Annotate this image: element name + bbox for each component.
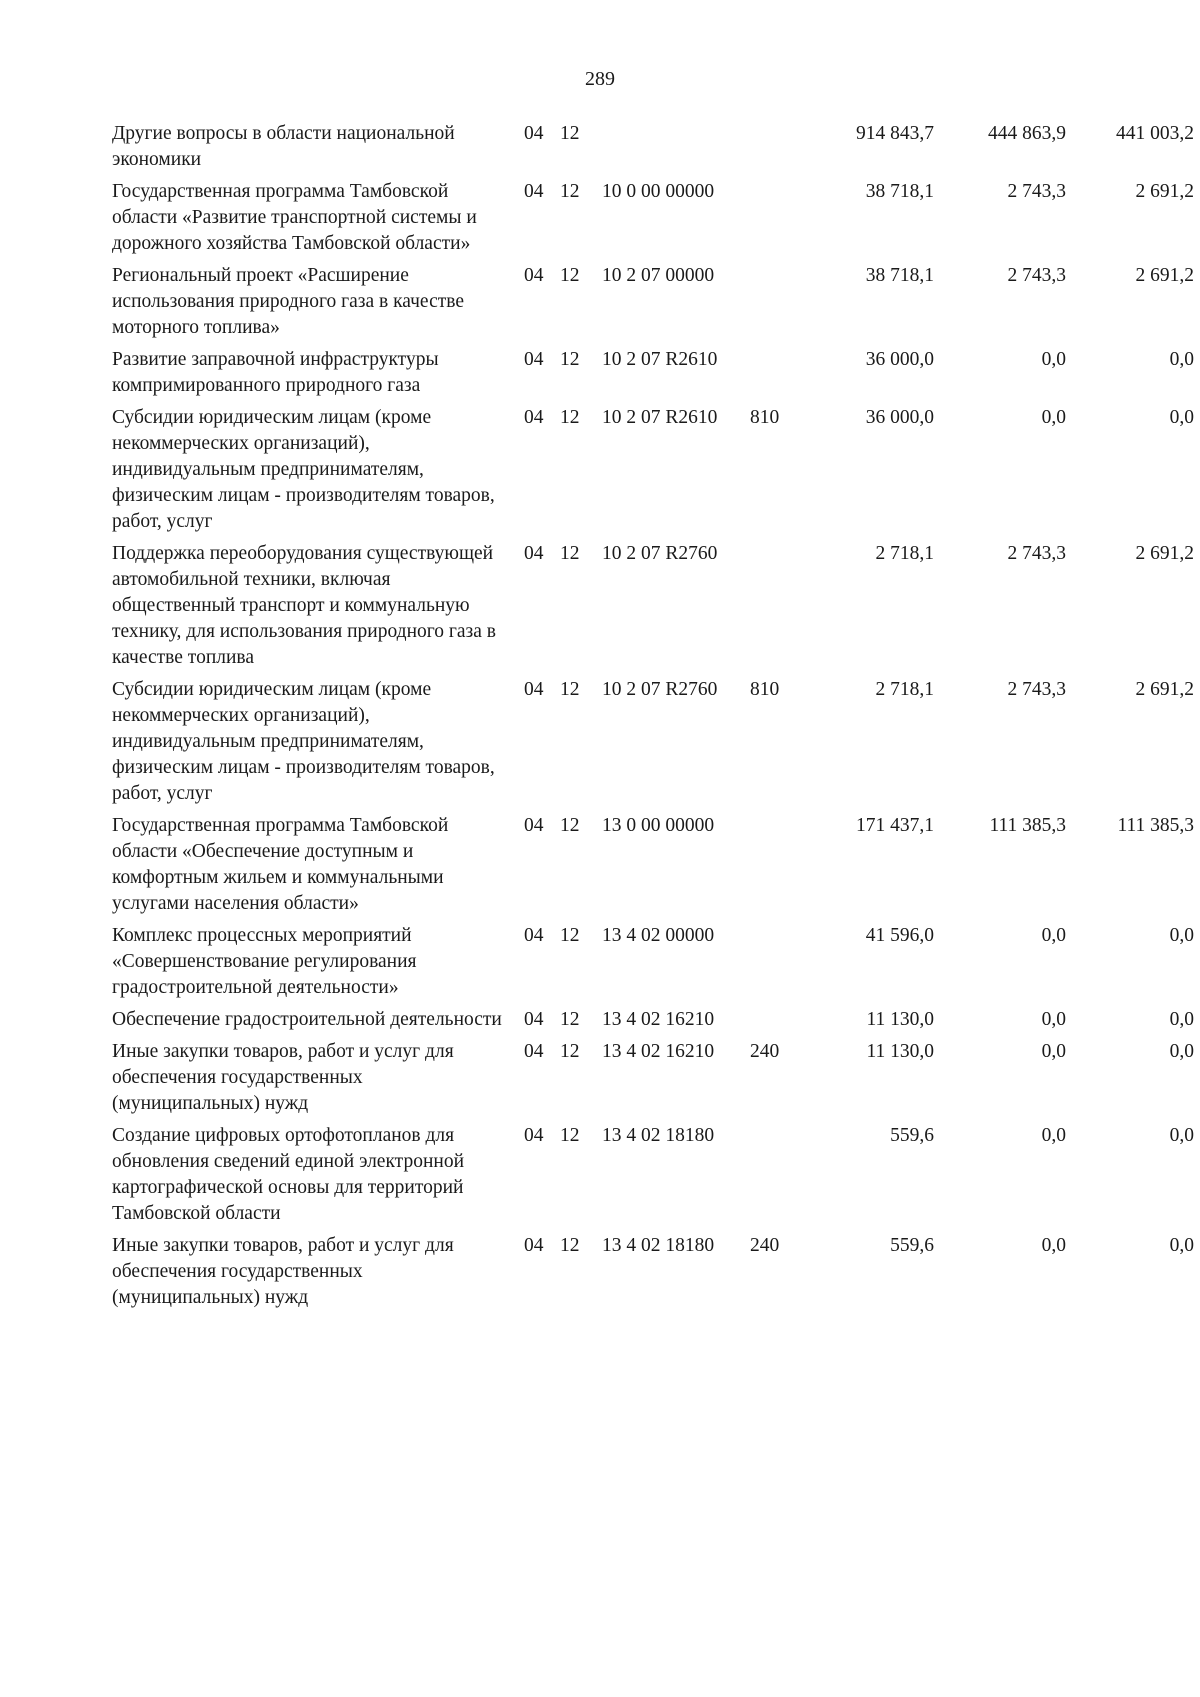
row-name: Иные закупки товаров, работ и услуг для обеспечения государственных (муниципальных) нужд: [112, 1041, 454, 1114]
row-amount-1: 559,6: [890, 1235, 934, 1256]
row-amount-2: 0,0: [1041, 407, 1066, 428]
row-amount-1: 11 130,0: [866, 1041, 934, 1062]
row-amount-1: 914 843,7: [856, 123, 934, 144]
row-subsection-code: 12: [560, 815, 580, 836]
table-row: [112, 347, 1194, 405]
row-subsection-code: 12: [560, 407, 580, 428]
row-target-article: 13 4 02 18180: [602, 1125, 715, 1146]
table-row: [112, 1039, 1194, 1123]
row-amount-2: 444 863,9: [988, 123, 1066, 144]
row-expense-type: 240: [750, 1235, 780, 1256]
row-target-article: 13 4 02 00000: [602, 925, 715, 946]
row-amount-2: 0,0: [1041, 1235, 1066, 1256]
row-name: Государственная программа Тамбовской области «Развитие транспортной системы и дорожного хозяйства Тамбовской области»: [112, 181, 477, 254]
row-amount-2: 111 385,3: [989, 815, 1066, 836]
row-amount-2: 2 743,3: [1007, 265, 1066, 286]
table-row: [112, 923, 1194, 1007]
row-section-code: 04: [524, 407, 544, 428]
row-subsection-code: 12: [560, 1235, 580, 1256]
row-amount-2: 2 743,3: [1007, 543, 1066, 564]
row-subsection-code: 12: [560, 925, 580, 946]
table-row: [112, 1007, 1194, 1039]
row-section-code: 04: [524, 1041, 544, 1062]
row-expense-type: [750, 923, 810, 1007]
row-section-code: 04: [524, 1009, 544, 1030]
row-amount-1: 2 718,1: [875, 679, 934, 700]
row-name: Развитие заправочной инфраструктуры компримированного природного газа: [112, 349, 439, 396]
row-target-article: 10 2 07 R2610: [602, 407, 718, 428]
row-amount-1: 11 130,0: [866, 1009, 934, 1030]
row-section-code: 04: [524, 815, 544, 836]
row-expense-type: [750, 347, 810, 405]
row-amount-1: 41 596,0: [865, 925, 934, 946]
row-target-article: 10 2 07 00000: [602, 265, 715, 286]
row-name: Региональный проект «Расширение использования природного газа в качестве моторного топлива»: [112, 265, 464, 338]
row-amount-2: 2 743,3: [1007, 181, 1066, 202]
row-expense-type: [750, 1007, 810, 1039]
row-amount-1: 38 718,1: [865, 265, 934, 286]
table-body: [112, 121, 1194, 1317]
row-target-article: 13 4 02 16210: [602, 1009, 715, 1030]
row-expense-type: [750, 1123, 810, 1233]
row-section-code: 04: [524, 181, 544, 202]
row-amount-2: 0,0: [1041, 1041, 1066, 1062]
row-amount-3: 111 385,3: [1117, 815, 1194, 836]
row-amount-3: 0,0: [1169, 1041, 1194, 1062]
table-row: [112, 541, 1194, 677]
row-section-code: 04: [524, 265, 544, 286]
row-amount-3: 0,0: [1169, 1009, 1194, 1030]
row-amount-1: 36 000,0: [865, 349, 934, 370]
row-section-code: 04: [524, 1235, 544, 1256]
table-row: [112, 813, 1194, 923]
row-target-article: 13 4 02 18180: [602, 1235, 715, 1256]
row-amount-3: 0,0: [1169, 1235, 1194, 1256]
row-amount-1: 171 437,1: [856, 815, 934, 836]
row-amount-2: 2 743,3: [1007, 679, 1066, 700]
row-amount-3: 2 691,2: [1135, 543, 1194, 564]
row-target-article: 13 4 02 16210: [602, 1041, 715, 1062]
row-subsection-code: 12: [560, 123, 580, 144]
row-expense-type: 240: [750, 1041, 780, 1062]
budget-table: [112, 121, 1194, 1317]
row-amount-2: 0,0: [1041, 1009, 1066, 1030]
row-target-article: 10 2 07 R2760: [602, 679, 718, 700]
row-subsection-code: 12: [560, 1009, 580, 1030]
row-expense-type: 810: [750, 407, 780, 428]
row-expense-type: [750, 263, 810, 347]
row-name: Иные закупки товаров, работ и услуг для обеспечения государственных (муниципальных) нужд: [112, 1235, 454, 1308]
row-amount-3: 2 691,2: [1135, 181, 1194, 202]
row-expense-type: [750, 541, 810, 677]
page-number: 289: [585, 68, 615, 90]
table-row: [112, 405, 1194, 541]
table-row: [112, 677, 1194, 813]
row-section-code: 04: [524, 543, 544, 564]
row-name: Субсидии юридическим лицам (кроме некоммерческих организаций), индивидуальным предпринимателям, физическим лицам - производителям товаров, работ, услуг: [112, 679, 495, 804]
row-amount-2: 0,0: [1041, 925, 1066, 946]
row-amount-3: 0,0: [1169, 925, 1194, 946]
row-amount-2: 0,0: [1041, 1125, 1066, 1146]
row-amount-3: 0,0: [1169, 1125, 1194, 1146]
row-subsection-code: 12: [560, 265, 580, 286]
row-amount-3: 2 691,2: [1135, 679, 1194, 700]
row-amount-1: 38 718,1: [865, 181, 934, 202]
row-amount-1: 2 718,1: [875, 543, 934, 564]
row-subsection-code: 12: [560, 543, 580, 564]
row-amount-1: 36 000,0: [865, 407, 934, 428]
row-amount-2: 0,0: [1041, 349, 1066, 370]
row-expense-type: [750, 121, 810, 179]
table-row: [112, 121, 1194, 179]
row-section-code: 04: [524, 349, 544, 370]
row-subsection-code: 12: [560, 181, 580, 202]
row-name: Создание цифровых ортофотопланов для обновления сведений единой электронной картографической основы для территорий Тамбовской области: [112, 1125, 464, 1224]
row-expense-type: [750, 813, 810, 923]
row-target-article: [602, 121, 750, 179]
row-subsection-code: 12: [560, 1125, 580, 1146]
row-name: Субсидии юридическим лицам (кроме некоммерческих организаций), индивидуальным предпринимателям, физическим лицам - производителям товаров, работ, услуг: [112, 407, 495, 532]
row-section-code: 04: [524, 925, 544, 946]
row-name: Обеспечение градостроительной деятельности: [112, 1009, 502, 1030]
row-amount-3: 2 691,2: [1135, 265, 1194, 286]
row-subsection-code: 12: [560, 349, 580, 370]
row-name: Другие вопросы в области национальной экономики: [112, 123, 455, 170]
row-subsection-code: 12: [560, 1041, 580, 1062]
table-row: [112, 1123, 1194, 1233]
row-name: Поддержка переоборудования существующей автомобильной техники, включая общественный транспорт и коммунальную технику, для использования природного газа в качестве топлива: [112, 543, 496, 668]
row-target-article: 13 0 00 00000: [602, 815, 715, 836]
row-name: Государственная программа Тамбовской области «Обеспечение доступным и комфортным жильем и коммунальными услугами населения области»: [112, 815, 449, 914]
row-name: Комплекс процессных мероприятий «Совершенствование регулирования градостроительной деятельности»: [112, 925, 417, 998]
row-section-code: 04: [524, 1125, 544, 1146]
row-section-code: 04: [524, 679, 544, 700]
row-amount-3: 0,0: [1169, 407, 1194, 428]
table-row: [112, 179, 1194, 263]
table-row: [112, 1233, 1194, 1317]
row-section-code: 04: [524, 123, 544, 144]
row-subsection-code: 12: [560, 679, 580, 700]
row-expense-type: 810: [750, 679, 780, 700]
row-expense-type: [750, 179, 810, 263]
row-amount-3: 441 003,2: [1116, 123, 1194, 144]
row-amount-3: 0,0: [1169, 349, 1194, 370]
row-target-article: 10 0 00 00000: [602, 181, 715, 202]
row-target-article: 10 2 07 R2760: [602, 543, 718, 564]
row-amount-1: 559,6: [890, 1125, 934, 1146]
table-row: [112, 263, 1194, 347]
row-target-article: 10 2 07 R2610: [602, 349, 718, 370]
